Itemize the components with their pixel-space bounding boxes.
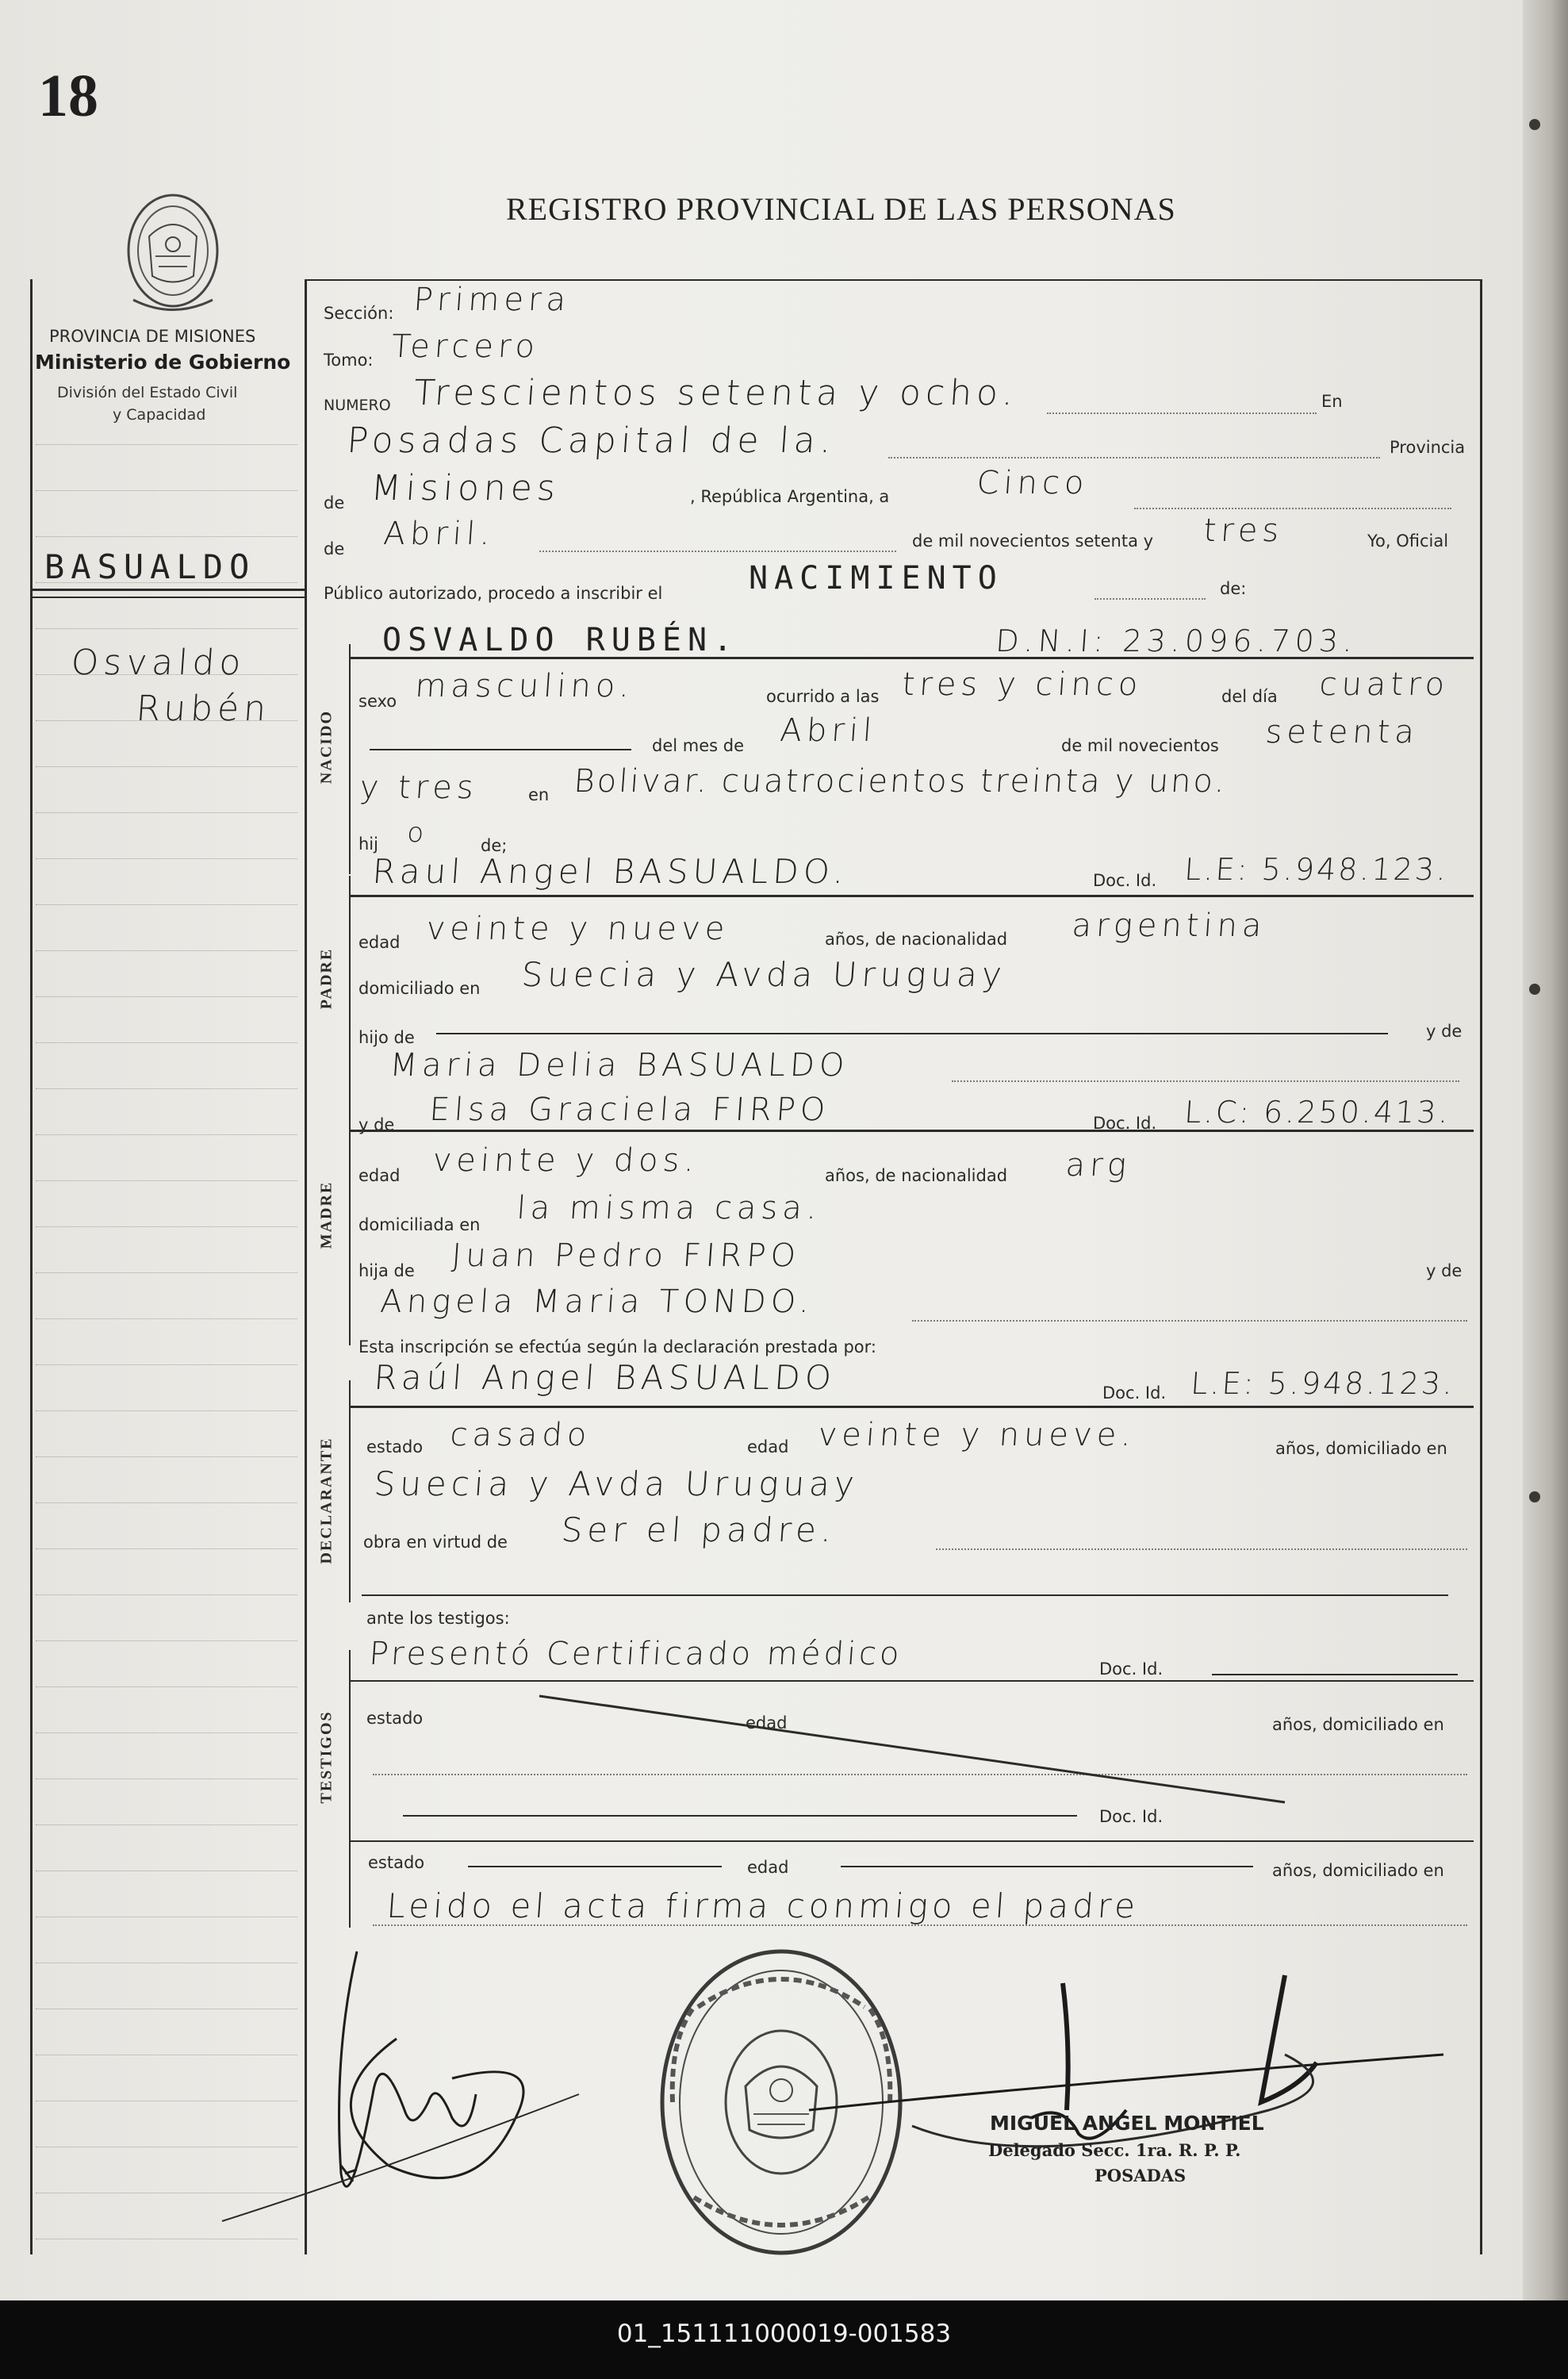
margin-ruled-line — [36, 444, 297, 445]
margin-surname: BASUALDO — [44, 547, 256, 586]
fill-line — [952, 1080, 1459, 1082]
de-label: de — [324, 493, 345, 512]
anio-nacido-value-2: y tres — [358, 769, 480, 806]
en-nacido-label: en — [528, 785, 550, 804]
section-label-madre: MADRE — [317, 1180, 335, 1249]
margin-ruled-line — [36, 1778, 297, 1779]
ciudad-value: Posadas Capital de la. — [346, 420, 838, 461]
estado-label: estado — [366, 1437, 424, 1456]
mes-value: Abril. — [382, 516, 496, 552]
nacido-dni: D.N.I: 23.096.703. — [995, 624, 1359, 658]
margin-ruled-line — [36, 628, 297, 629]
section-label-padre: PADRE — [317, 947, 335, 1010]
en-label: En — [1321, 392, 1343, 411]
binder-hole — [1529, 984, 1540, 995]
section-rule — [349, 1114, 351, 1345]
declarante-edad-value: veinte y nueve. — [817, 1417, 1137, 1453]
cierre-text: Leido el acta firma conmigo el padre — [385, 1886, 1141, 1925]
margin-given-name: Osvaldo — [70, 643, 247, 683]
madre-y-de2-label: y de — [1426, 1261, 1463, 1280]
ante-testigos-label: ante los testigos: — [366, 1609, 510, 1628]
anio-value: tres — [1202, 512, 1285, 549]
testigo-edad-label: edad — [746, 1713, 788, 1732]
stamp-officer-name: MIGUEL ANGEL MONTIEL — [990, 2112, 1264, 2135]
fill-line-solid — [468, 1866, 722, 1867]
margin-rule — [32, 597, 305, 598]
document-title: REGISTRO PROVINCIAL DE LAS PERSONAS — [506, 191, 1176, 227]
margin-ruled-line — [36, 1548, 297, 1549]
hijo-de-padre-label: hijo de — [358, 1028, 415, 1047]
binder-hole — [1529, 1491, 1540, 1502]
fill-line — [912, 1320, 1467, 1322]
margin-ruled-line — [36, 1410, 297, 1411]
margin-ruled-line — [36, 766, 297, 767]
margin-ruled-line — [36, 1134, 297, 1135]
tomo-label: Tomo: — [324, 351, 374, 370]
madre-dom-value: la misma casa. — [516, 1190, 823, 1226]
declarante-dom-value: Suecia y Avda Uruguay — [373, 1464, 861, 1503]
margin-ruled-line — [36, 490, 297, 491]
acto-value: NACIMIENTO — [749, 560, 1003, 597]
stamp-officer-city: POSADAS — [1095, 2166, 1187, 2185]
lugar-value: Bolivar. cuatrocientos treinta y uno. — [573, 763, 1229, 800]
section-label-declarante: DECLARANTE — [317, 1437, 335, 1564]
testigo-2-doc-label: Doc. Id. — [1099, 1807, 1164, 1826]
margin-given-name-2: Rubén — [135, 689, 272, 729]
fill-line — [373, 1924, 1467, 1926]
section-label-nacido: NACIDO — [317, 709, 335, 785]
fill-line — [1047, 412, 1317, 414]
oficial-label: Yo, Oficial — [1367, 531, 1449, 551]
madre-y-de-label: y de — [358, 1115, 395, 1134]
margin-rule — [32, 589, 305, 591]
provincia-label: Provincia — [1390, 438, 1466, 457]
binder-hole — [1529, 119, 1540, 130]
del-dia-label: del día — [1221, 687, 1278, 706]
binder-edge — [1523, 0, 1568, 2300]
fill-line — [1134, 508, 1451, 509]
fill-line — [1095, 598, 1206, 600]
agency-division: División del Estado Civil — [57, 384, 238, 401]
margin-ruled-line — [36, 996, 297, 997]
estado-value: casado — [449, 1417, 592, 1453]
margin-ruled-line — [36, 1364, 297, 1365]
fill-line — [888, 457, 1380, 459]
publico-label: Público autorizado, procedo a inscribir el — [324, 584, 663, 603]
fill-line-solid — [370, 749, 631, 750]
page-number: 18 — [38, 63, 98, 129]
margin-ruled-line — [36, 1686, 297, 1687]
testigo-1-value: Presentó Certificado médico — [368, 1636, 904, 1672]
dia-nacido-value: cuatro — [1318, 666, 1451, 703]
margin-ruled-line — [36, 1732, 297, 1733]
margin-ruled-line — [36, 1594, 297, 1595]
ocurrido-label: ocurrido a las — [766, 687, 880, 706]
de2-label: de: — [1220, 579, 1247, 598]
padre-nac-label: años, de nacionalidad — [825, 930, 1008, 949]
padre-name-rule — [349, 895, 1474, 897]
declarante-doc-value: L.E: 5.948.123. — [1190, 1366, 1456, 1401]
padre-edad-value: veinte y nueve — [425, 911, 730, 947]
nacido-nombre: OSVALDO RUBÉN. — [382, 622, 739, 658]
declarante-dom-label: años, domiciliado en — [1275, 1439, 1447, 1458]
agency-division-2: y Capacidad — [113, 406, 206, 424]
margin-ruled-line — [36, 536, 297, 537]
fill-line-solid — [1212, 1674, 1458, 1675]
testigo-2-edad-label: edad — [747, 1858, 789, 1877]
padre-nombre: Raul Angel BASUALDO. — [371, 852, 850, 891]
coat-of-arms-icon — [117, 181, 228, 316]
margin-ruled-line — [36, 1226, 297, 1227]
madre-name-rule — [349, 1130, 1474, 1132]
provincia-value: Misiones — [370, 468, 562, 508]
margin-ruled-line — [36, 1318, 297, 1319]
section-rule — [349, 876, 351, 1114]
madre-doc-value: L.C: 6.250.413. — [1183, 1095, 1452, 1130]
padre-dom-value: Suecia y Avda Uruguay — [520, 955, 1008, 994]
madre-nac-label: años, de nacionalidad — [825, 1166, 1008, 1185]
testigo-2-dom-label: años, domiciliado en — [1272, 1861, 1444, 1880]
obra-label: obra en virtud de — [363, 1533, 508, 1552]
margin-ruled-line — [36, 1088, 297, 1089]
numero-label: NUMERO — [324, 397, 391, 414]
padre-nac-value: argentina — [1071, 907, 1268, 944]
margin-ruled-line — [36, 1180, 297, 1181]
testigo-1-doc-label: Doc. Id. — [1099, 1660, 1164, 1679]
fill-line — [539, 551, 896, 552]
margin-ruled-line — [36, 1640, 297, 1641]
section-rule — [349, 1380, 351, 1602]
padre-madre-de: Maria Delia BASUALDO — [389, 1047, 851, 1084]
sexo-label: sexo — [358, 692, 397, 711]
anio-nacido-value: setenta — [1264, 714, 1420, 750]
fill-line — [936, 1548, 1467, 1550]
fill-line-solid — [841, 1866, 1253, 1867]
margin-ruled-line — [36, 812, 297, 813]
margin-ruled-line — [36, 950, 297, 951]
madre-edad-value: veinte y dos. — [431, 1142, 700, 1179]
hija-de-label: hija de — [358, 1261, 415, 1280]
frame-top-rule — [305, 279, 1482, 281]
agency-province: PROVINCIA DE MISIONES — [49, 327, 256, 346]
fill-line-solid — [403, 1815, 1077, 1817]
del-mes-label: del mes de — [652, 736, 745, 755]
agency-ministry: Ministerio de Gobierno — [35, 351, 291, 374]
anio-nacido-label: de mil novecientos — [1061, 736, 1219, 755]
anio-label: de mil novecientos setenta y — [912, 531, 1154, 551]
obra-value: Ser el padre. — [560, 1510, 838, 1549]
stamp-officer-title: Delegado Secc. 1ra. R. P. P. — [988, 2140, 1241, 2160]
declarante-intro: Esta inscripción se efectúa según la declaración prestada por: — [358, 1337, 876, 1356]
tomo-value: Tercero — [390, 328, 541, 365]
footer-bar — [0, 2300, 1568, 2379]
margin-ruled-line — [36, 858, 297, 859]
madre-nac-value: arg — [1064, 1147, 1133, 1184]
signature-declarant — [214, 1936, 658, 2253]
margin-ruled-line — [36, 1456, 297, 1457]
hora-value: tres y cinco — [901, 666, 1144, 703]
testigo-estado-label: estado — [366, 1709, 424, 1728]
hijo-label: hij — [358, 835, 378, 854]
madre-doc-label: Doc. Id. — [1093, 1114, 1157, 1133]
margin-left-rule — [30, 279, 33, 2254]
hijo-value: o — [406, 817, 430, 849]
padre-dom-label: domiciliado en — [358, 979, 481, 998]
madre-madre-de: Angela Maria TONDO. — [379, 1284, 815, 1320]
madre-padre-de: Juan Pedro FIRPO — [450, 1237, 802, 1274]
fill-line-solid — [436, 1033, 1388, 1034]
seccion-value: Primera — [412, 282, 572, 318]
madre-nombre: Elsa Graciela FIRPO — [428, 1092, 831, 1128]
section-rule — [349, 1650, 351, 1928]
footer-document-id: 01_151111000019-001583 — [616, 2320, 952, 2348]
mes-nacido-value: Abril — [779, 712, 878, 749]
padre-doc-value: L.E: 5.948.123. — [1183, 852, 1450, 887]
testigo-rule — [349, 1840, 1474, 1842]
section-rule — [349, 644, 351, 874]
sexo-value: masculino. — [414, 668, 635, 704]
madre-dom-label: domiciliada en — [358, 1215, 481, 1234]
madre-edad-label: edad — [358, 1166, 401, 1185]
fill-line-solid — [362, 1594, 1448, 1596]
declarante-edad-label: edad — [747, 1437, 789, 1456]
hijo-de-label: de; — [481, 836, 508, 855]
margin-ruled-line — [36, 1502, 297, 1503]
seccion-label: Sección: — [324, 304, 394, 323]
margin-ruled-line — [36, 1272, 297, 1273]
section-label-testigos: TESTIGOS — [317, 1710, 335, 1804]
numero-value: Trescientos setenta y ocho. — [412, 373, 1020, 413]
padre-y-de-label: y de — [1426, 1022, 1463, 1041]
margin-ruled-line — [36, 904, 297, 905]
padre-doc-label: Doc. Id. — [1093, 871, 1157, 890]
declarante-doc-label: Doc. Id. — [1102, 1383, 1167, 1402]
republica-label: , República Argentina, a — [690, 487, 890, 506]
de-label-2: de — [324, 539, 345, 558]
margin-ruled-line — [36, 1042, 297, 1043]
declarante-nombre: Raúl Angel BASUALDO — [373, 1358, 838, 1397]
cross-out-stroke — [476, 1682, 1309, 1809]
nacido-name-rule — [349, 657, 1474, 659]
dia-value: Cinco — [976, 465, 1091, 501]
padre-edad-label: edad — [358, 933, 401, 952]
testigo-dom-label: años, domiciliado en — [1272, 1715, 1444, 1734]
testigo-2-estado-label: estado — [368, 1853, 425, 1872]
declarante-name-rule — [349, 1406, 1474, 1408]
